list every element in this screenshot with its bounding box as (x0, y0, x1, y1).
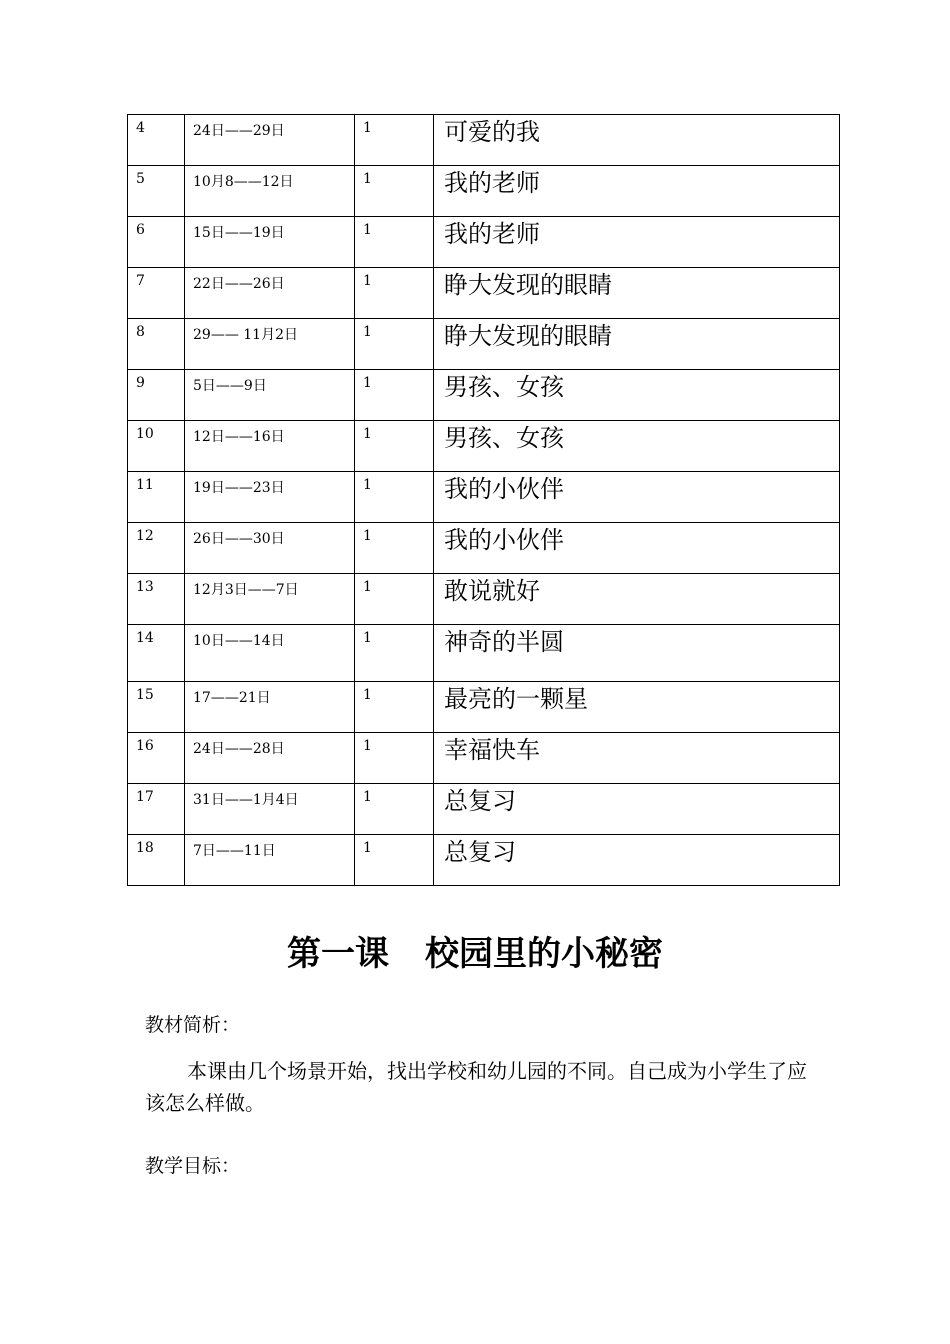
topic-cell: 总复习 (434, 835, 840, 886)
dates-cell: 15日——19日 (185, 217, 355, 268)
week-cell: 7 (128, 268, 185, 319)
table-row (128, 835, 840, 886)
dates-cell: 7日——11日 (185, 835, 355, 886)
topic-cell: 幸福快车 (434, 733, 840, 784)
hours-cell: 1 (355, 115, 434, 166)
table-row (128, 523, 840, 574)
dates-cell: 31日——1月4日 (185, 784, 355, 835)
table-row (128, 733, 840, 784)
dates-cell: 26日——30日 (185, 523, 355, 574)
topic-cell: 睁大发现的眼睛 (434, 319, 840, 370)
topic-cell: 男孩、女孩 (434, 421, 840, 472)
goals-heading: 教学目标： (145, 1155, 241, 1177)
week-cell: 8 (128, 319, 185, 370)
topic-cell: 我的老师 (434, 217, 840, 268)
dates-cell: 10月8——12日 (185, 166, 355, 217)
hours-cell: 1 (355, 682, 434, 733)
week-cell: 9 (128, 370, 185, 421)
topic-cell: 最亮的一颗星 (434, 682, 840, 733)
dates-cell: 10日——14日 (185, 625, 355, 682)
lesson-name: 校园里的小秘密 (425, 934, 663, 974)
table-row (128, 268, 840, 319)
topic-cell: 男孩、女孩 (434, 370, 840, 421)
dates-cell: 12月3日——7日 (185, 574, 355, 625)
week-cell: 6 (128, 217, 185, 268)
table-row (128, 370, 840, 421)
hours-cell: 1 (355, 784, 434, 835)
hours-cell: 1 (355, 835, 434, 886)
lesson-title (0, 926, 950, 975)
week-cell: 15 (128, 682, 185, 733)
table-row (128, 421, 840, 472)
week-cell: 10 (128, 421, 185, 472)
hours-cell: 1 (355, 370, 434, 421)
topic-cell: 总复习 (434, 784, 840, 835)
hours-cell: 1 (355, 166, 434, 217)
topic-cell: 敢说就好 (434, 574, 840, 625)
table-row (128, 625, 840, 682)
dates-cell: 22日——26日 (185, 268, 355, 319)
topic-cell: 睁大发现的眼睛 (434, 268, 840, 319)
hours-cell: 1 (355, 523, 434, 574)
lesson-number: 第一课 (287, 934, 389, 974)
hours-cell: 1 (355, 217, 434, 268)
topic-cell: 我的小伙伴 (434, 472, 840, 523)
table-row (128, 217, 840, 268)
hours-cell: 1 (355, 421, 434, 472)
table-row (128, 319, 840, 370)
week-cell: 17 (128, 784, 185, 835)
materials-heading: 教材简析： (145, 1014, 241, 1036)
hours-cell: 1 (355, 574, 434, 625)
materials-paragraph: 本课由几个场景开始，找出学校和幼儿园的不同。自己成为小学生了应该怎么样做。 (145, 1059, 807, 1115)
week-cell: 5 (128, 166, 185, 217)
table-row (128, 115, 840, 166)
dates-cell: 19日——23日 (185, 472, 355, 523)
hours-cell: 1 (355, 319, 434, 370)
table-row (128, 472, 840, 523)
dates-cell: 5日——9日 (185, 370, 355, 421)
week-cell: 18 (128, 835, 185, 886)
hours-cell: 1 (355, 472, 434, 523)
week-cell: 11 (128, 472, 185, 523)
topic-cell: 我的老师 (434, 166, 840, 217)
hours-cell: 1 (355, 625, 434, 682)
dates-cell: 24日——29日 (185, 115, 355, 166)
week-cell: 16 (128, 733, 185, 784)
week-cell: 12 (128, 523, 185, 574)
hours-cell: 1 (355, 733, 434, 784)
dates-cell: 24日——28日 (185, 733, 355, 784)
table-row (128, 784, 840, 835)
week-cell: 14 (128, 625, 185, 682)
topic-cell: 我的小伙伴 (434, 523, 840, 574)
schedule-body (128, 115, 840, 886)
table-row (128, 682, 840, 733)
dates-cell: 17——21日 (185, 682, 355, 733)
table-row (128, 166, 840, 217)
topic-cell: 神奇的半圆 (434, 625, 840, 682)
topic-cell: 可爱的我 (434, 115, 840, 166)
table-row (128, 574, 840, 625)
dates-cell: 12日——16日 (185, 421, 355, 472)
week-cell: 4 (128, 115, 185, 166)
schedule-table (127, 114, 840, 886)
hours-cell: 1 (355, 268, 434, 319)
week-cell: 13 (128, 574, 185, 625)
dates-cell: 29—— 11月2日 (185, 319, 355, 370)
